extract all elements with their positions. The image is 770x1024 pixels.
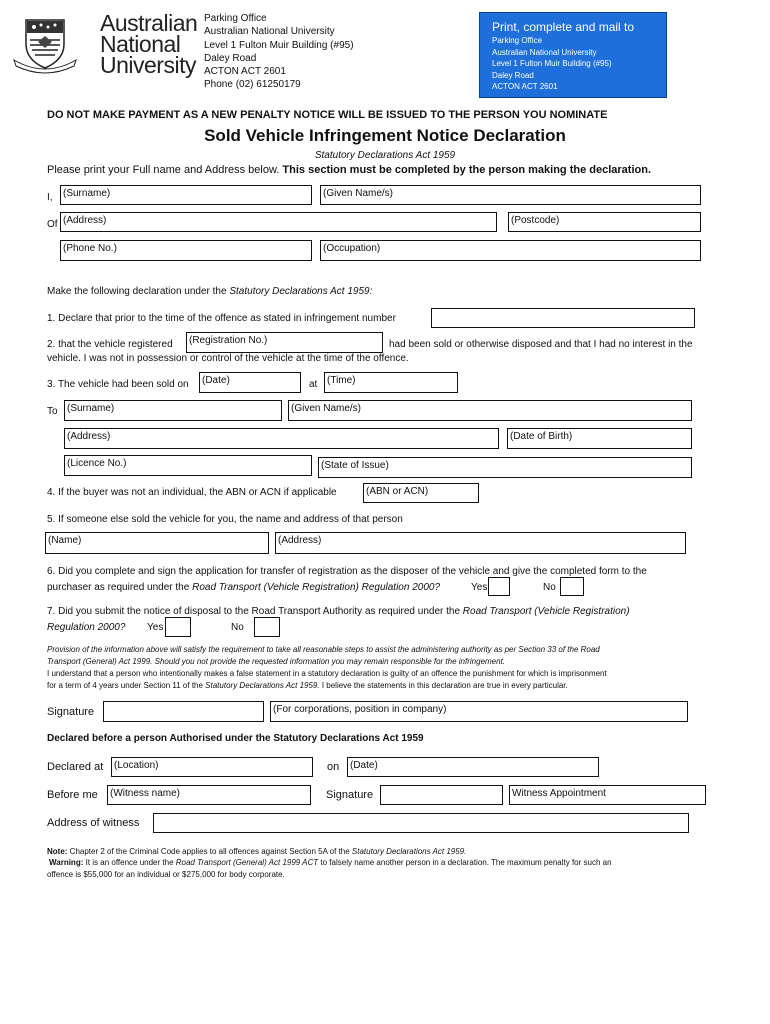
witness-signature-label: Signature <box>326 789 374 801</box>
item6-line1: 6. Did you complete and sign the application for transfer of registration as the disposer of the vehicle and give the completed form to the <box>47 566 647 577</box>
understand-line1: I understand that a person who intentionally makes a false statement in a statutory declaration is guilty of an offence the punishment for which is imprisonment <box>47 669 607 678</box>
witness-address-label: Address of witness <box>47 817 140 829</box>
seller-name-field[interactable]: (Name) <box>45 532 269 554</box>
warning-act: Road Transport (General) Act 1999 ACT <box>175 858 319 867</box>
warning-label: Warning: <box>49 858 84 867</box>
witness-signature-field[interactable] <box>380 785 503 805</box>
witness-name-field[interactable]: (Witness name) <box>107 785 311 805</box>
item1-label: 1. Declare that prior to the time of the offence as stated in infringement number <box>47 313 396 324</box>
abn-acn-field[interactable]: (ABN or ACN) <box>363 483 479 503</box>
logo-line: University <box>100 52 196 78</box>
item6-no-checkbox[interactable] <box>560 577 584 596</box>
item6-act: Road Transport (Vehicle Registration) Regulation 2000? <box>192 582 441 593</box>
office-line: Parking Office <box>204 13 267 24</box>
item5-label: 5. If someone else sold the vehicle for you, the name and address of that person <box>47 514 403 525</box>
item7-yes-label: Yes <box>147 622 164 633</box>
buyer-address-field[interactable]: (Address) <box>64 428 499 449</box>
witness-appointment-field[interactable]: Witness Appointment <box>509 785 706 805</box>
office-line: ACTON ACT 2601 <box>204 66 286 78</box>
label-to: To <box>47 406 58 417</box>
item4-label: 4. If the buyer was not an individual, the ABN or ACN if applicable <box>47 487 337 498</box>
instruction-bold: This section must be completed by the person making the declaration. <box>282 164 651 176</box>
understand-text: for a term of 4 years under Section 11 of the <box>47 681 206 690</box>
buyer-dob-field[interactable]: (Date of Birth) <box>507 428 692 449</box>
make-declaration-text: Make the following declaration under the <box>47 286 230 297</box>
item6-no-label: No <box>543 582 556 593</box>
item2-line2: vehicle. I was not in possession or control of the vehicle at the time of the offence. <box>47 353 409 364</box>
instruction-text: Please print your Full name and Address below. <box>47 164 280 176</box>
infringement-number-field[interactable] <box>431 308 695 328</box>
payment-notice: DO NOT MAKE PAYMENT AS A NEW PENALTY NOTICE WILL BE ISSUED TO THE PERSON YOU NOMINATE <box>47 109 608 121</box>
warning-line1 <box>49 857 612 869</box>
make-declaration-label <box>47 286 372 298</box>
item7-yes-checkbox[interactable] <box>165 617 191 637</box>
provision-line1: Provision of the information above will satisfy the requirement to take all reasonable steps to assist the administering authority as per Section 33 of the Road <box>47 645 600 654</box>
declared-before-heading: Declared before a person Authorised under the Statutory Declarations Act 1959 <box>47 733 424 744</box>
office-line: Australian National University <box>204 26 335 38</box>
state-of-issue-field[interactable]: (State of Issue) <box>318 457 692 478</box>
seller-address-field[interactable]: (Address) <box>275 532 686 554</box>
office-address <box>204 12 354 92</box>
surname-field[interactable]: (Surname) <box>60 185 312 205</box>
anu-logo-text <box>100 10 198 78</box>
note-text: Chapter 2 of the Criminal Code applies to all offences against Section 5A of the <box>67 847 352 856</box>
item7-line1 <box>47 606 630 618</box>
before-me-label: Before me <box>47 789 98 801</box>
label-at: at <box>309 379 318 390</box>
location-field[interactable]: (Location) <box>111 757 313 777</box>
label-i: I, <box>47 192 53 203</box>
item7-act: Road Transport (Vehicle Registration) <box>462 606 630 617</box>
address-field[interactable]: (Address) <box>60 212 497 232</box>
make-declaration-act: Statutory Declarations Act 1959: <box>229 286 373 297</box>
warning-text: It is an offence under the <box>83 858 176 867</box>
understand-text-end: I believe the statements in this declaration are true in every particular. <box>319 681 568 690</box>
label-of: Of <box>47 219 58 230</box>
note-line <box>47 846 466 858</box>
declaration-date-field[interactable]: (Date) <box>347 757 599 777</box>
mail-line: Daley Road <box>492 70 534 80</box>
item2-continued: had been sold or otherwise disposed and that I had no interest in the <box>389 339 693 350</box>
anu-crest-logo <box>12 14 78 76</box>
witness-address-field[interactable] <box>153 813 689 833</box>
item3-label: 3. The vehicle had been sold on <box>47 379 189 390</box>
postcode-field[interactable]: (Postcode) <box>508 212 701 232</box>
mail-to-box <box>479 12 667 98</box>
instruction <box>47 164 651 177</box>
logo-line: National <box>100 31 181 57</box>
note-act: Statutory Declarations Act 1959. <box>351 847 467 856</box>
sale-time-field[interactable]: (Time) <box>324 372 458 393</box>
office-line: Daley Road <box>204 52 257 64</box>
label-on: on <box>327 761 340 773</box>
registration-no-field[interactable]: (Registration No.) <box>186 332 383 353</box>
corp-position-field[interactable]: (For corporations, position in company) <box>270 701 688 722</box>
note-label: Note: <box>47 847 68 856</box>
occupation-field[interactable]: (Occupation) <box>320 240 701 261</box>
buyer-surname-field[interactable]: (Surname) <box>64 400 282 421</box>
phone-field[interactable]: (Phone No.) <box>60 240 312 261</box>
item6-yes-checkbox[interactable] <box>488 577 510 596</box>
item6-text: purchaser as required under the <box>47 582 193 593</box>
signature-field[interactable] <box>103 701 264 722</box>
licence-no-field[interactable]: (Licence No.) <box>64 455 312 476</box>
page-subtitle: Statutory Declarations Act 1959 <box>314 150 456 161</box>
item7-text: 7. Did you submit the notice of disposal to the Road Transport Authority as required under the <box>47 606 463 617</box>
mail-line: Parking Office <box>492 36 543 45</box>
mail-line: Level 1 Fulton Muir Building (#95) <box>492 59 612 68</box>
office-line: Phone (02) 61250179 <box>204 79 301 91</box>
declared-at-label: Declared at <box>47 761 104 773</box>
mail-line: ACTON ACT 2601 <box>492 82 558 91</box>
given-names-field[interactable]: (Given Name/s) <box>320 185 701 205</box>
provision-line2: Transport (General) Act 1999. Should you not provide the requested information you may remain responsible for the infringement. <box>47 657 506 666</box>
warning-line2: offence is $55,000 for an individual or $275,000 for body corporate. <box>47 870 285 879</box>
warning-text-end: to falsely name another person in a declaration. The maximum penalty for such an <box>318 858 612 867</box>
item6-line2 <box>47 582 440 594</box>
item7-no-label: No <box>231 622 244 633</box>
understand-act: Statutory Declarations Act 1959. <box>205 681 320 690</box>
mail-line: Australian National University <box>492 47 597 57</box>
understand-line2 <box>47 680 568 692</box>
signature-label: Signature <box>47 706 95 718</box>
logo-line: Australian <box>100 10 198 36</box>
office-line: Level 1 Fulton Muir Building (#95) <box>204 39 354 51</box>
item6-yes-label: Yes <box>471 582 488 593</box>
item7-no-checkbox[interactable] <box>254 617 280 637</box>
mail-to-title: Print, complete and mail to <box>492 20 635 34</box>
item7-line2: Regulation 2000? <box>47 622 126 633</box>
item2-label: 2. that the vehicle registered <box>47 339 173 350</box>
buyer-given-names-field[interactable]: (Given Name/s) <box>288 400 692 421</box>
page-title: Sold Vehicle Infringement Notice Declaration <box>204 126 566 145</box>
sale-date-field[interactable]: (Date) <box>199 372 301 393</box>
